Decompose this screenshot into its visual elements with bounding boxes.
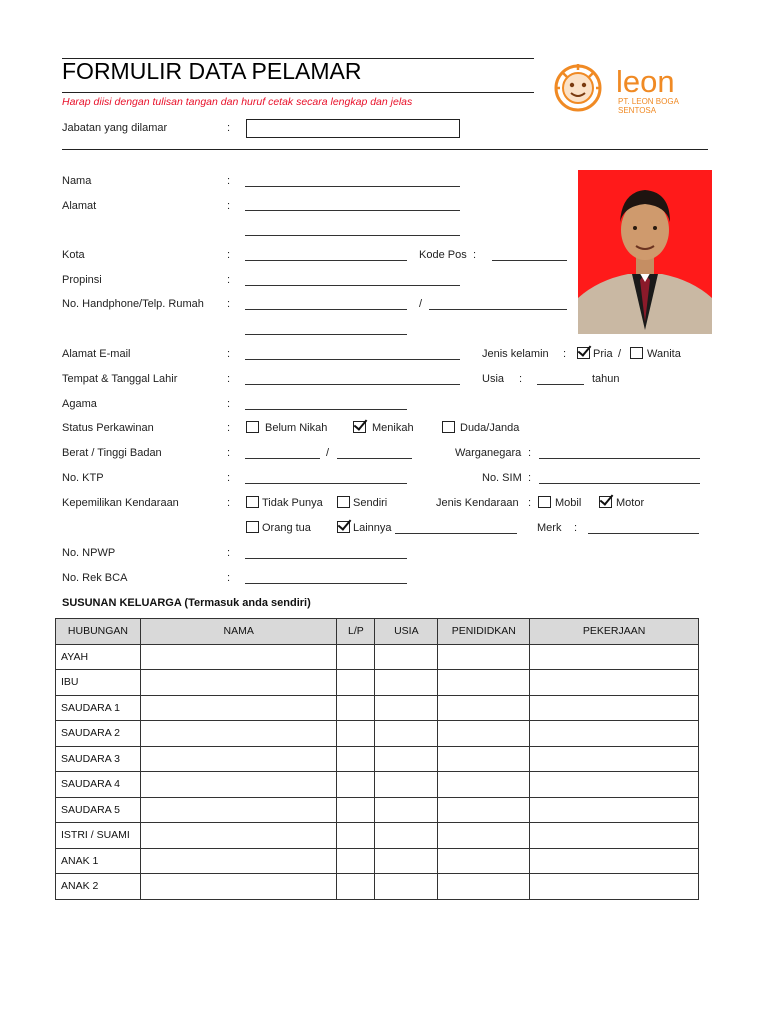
ttl-field[interactable] xyxy=(245,384,460,385)
table-row xyxy=(56,874,699,900)
table-row xyxy=(56,746,699,772)
wanita-checkbox[interactable] xyxy=(630,347,643,359)
rek-bca-field[interactable] xyxy=(245,583,407,584)
form-instructions: Harap diisi dengan tulisan tangan dan huruf cetak secara lengkap dan jelas xyxy=(62,96,413,108)
merk-field[interactable] xyxy=(588,533,699,534)
family-table xyxy=(55,618,699,900)
lainnya-checkbox[interactable] xyxy=(337,521,350,533)
hubungan-cell: SAUDARA 2 xyxy=(56,721,141,747)
kode-pos-label: Kode Pos xyxy=(419,249,467,261)
tidak-punya-checkbox[interactable] xyxy=(246,496,259,508)
table-row xyxy=(56,823,699,849)
usia-cell[interactable] xyxy=(375,721,438,747)
handphone-label: No. Handphone/Telp. Rumah xyxy=(62,298,204,310)
section-rule xyxy=(62,149,708,150)
colon: : xyxy=(574,522,578,534)
table-row xyxy=(56,848,699,874)
nama-field[interactable] xyxy=(245,186,460,187)
nama-cell[interactable] xyxy=(140,695,337,721)
ttl-label: Tempat & Tanggal Lahir xyxy=(62,373,178,385)
logo-company xyxy=(618,97,679,115)
title-rule xyxy=(62,92,534,93)
hubungan-cell: ANAK 1 xyxy=(56,848,141,874)
lp-cell[interactable] xyxy=(337,797,375,823)
pekerjaan-cell[interactable] xyxy=(530,772,699,798)
lp-cell[interactable] xyxy=(337,746,375,772)
orang-tua-checkbox[interactable] xyxy=(246,521,259,533)
usia-cell[interactable] xyxy=(375,772,438,798)
jabatan-input[interactable] xyxy=(246,119,460,138)
colon: : xyxy=(227,398,231,410)
npwp-label: No. NPWP xyxy=(62,547,116,559)
pekerjaan-cell[interactable] xyxy=(530,695,699,721)
nama-cell[interactable] xyxy=(140,721,337,747)
pendidikan-cell[interactable] xyxy=(438,721,530,747)
nama-cell[interactable] xyxy=(140,772,337,798)
family-section-title: SUSUNAN KELUARGA (Termasuk anda sendiri) xyxy=(62,597,311,609)
propinsi-field[interactable] xyxy=(245,285,460,286)
slash: / xyxy=(618,348,622,360)
berat-field[interactable] xyxy=(245,458,320,459)
lp-cell[interactable] xyxy=(337,721,375,747)
nama-cell[interactable] xyxy=(140,670,337,696)
hubungan-cell: SAUDARA 3 xyxy=(56,746,141,772)
hubungan-cell: IBU xyxy=(56,670,141,696)
pekerjaan-cell[interactable] xyxy=(530,721,699,747)
duda-janda-label: Duda/Janda xyxy=(460,422,520,434)
pendidikan-cell[interactable] xyxy=(438,670,530,696)
leon-logo xyxy=(548,62,706,118)
pendidikan-cell[interactable] xyxy=(438,848,530,874)
orang-tua-label: Orang tua xyxy=(262,522,311,534)
slash: / xyxy=(419,298,423,310)
header-pekerjaan: PEKERJAAN xyxy=(530,619,699,645)
telp-rumah-field[interactable] xyxy=(429,309,567,310)
colon: : xyxy=(528,472,532,484)
pria-label: Pria xyxy=(593,348,613,360)
header-hubungan: HUBUNGAN xyxy=(56,619,141,645)
nama-cell[interactable] xyxy=(140,874,337,900)
nama-cell[interactable] xyxy=(140,823,337,849)
kendaraan-label: Kepemilikan Kendaraan xyxy=(62,497,179,509)
sendiri-checkbox[interactable] xyxy=(337,496,350,508)
email-field[interactable] xyxy=(245,359,460,360)
colon: : xyxy=(227,298,231,310)
mobil-label: Mobil xyxy=(555,497,582,509)
pendidikan-cell[interactable] xyxy=(438,746,530,772)
table-row xyxy=(56,721,699,747)
nama-label: Nama xyxy=(62,175,92,187)
header-lp: L/P xyxy=(337,619,375,645)
duda-janda-checkbox[interactable] xyxy=(442,421,455,433)
belum-nikah-label: Belum Nikah xyxy=(265,422,328,434)
pendidikan-cell[interactable] xyxy=(438,695,530,721)
table-row xyxy=(56,772,699,798)
colon: : xyxy=(528,497,532,509)
warganegara-field[interactable] xyxy=(539,458,700,459)
usia-cell[interactable] xyxy=(375,746,438,772)
tidak-punya-label: Tidak Punya xyxy=(262,497,323,509)
usia-cell[interactable] xyxy=(375,848,438,874)
kota-field[interactable] xyxy=(245,260,407,261)
usia-cell[interactable] xyxy=(375,670,438,696)
colon: : xyxy=(227,348,231,360)
form-title: FORMULIR DATA PELAMAR xyxy=(62,58,362,84)
colon: : xyxy=(519,373,523,385)
hubungan-cell: AYAH xyxy=(56,644,141,670)
nama-cell[interactable] xyxy=(140,746,337,772)
lainnya-label: Lainnya xyxy=(353,522,392,534)
lp-cell[interactable] xyxy=(337,874,375,900)
nama-cell[interactable] xyxy=(140,848,337,874)
kode-pos-field[interactable] xyxy=(492,260,567,261)
pekerjaan-cell[interactable] xyxy=(530,670,699,696)
propinsi-label: Propinsi xyxy=(62,274,102,286)
hubungan-cell: SAUDARA 5 xyxy=(56,797,141,823)
colon: : xyxy=(227,447,231,459)
colon: : xyxy=(227,373,231,385)
colon: : xyxy=(227,274,231,286)
hubungan-cell: ANAK 2 xyxy=(56,874,141,900)
colon: : xyxy=(227,200,231,212)
pendidikan-cell[interactable] xyxy=(438,874,530,900)
jabatan-label: Jabatan yang dilamar xyxy=(62,122,168,134)
usia-cell[interactable] xyxy=(375,874,438,900)
colon: : xyxy=(227,497,231,509)
pekerjaan-cell[interactable] xyxy=(530,797,699,823)
colon: : xyxy=(227,122,231,134)
colon: : xyxy=(227,547,231,559)
colon: : xyxy=(227,472,231,484)
colon: : xyxy=(473,249,477,261)
pendidikan-cell[interactable] xyxy=(438,823,530,849)
person-photo-icon xyxy=(578,170,712,334)
berat-tinggi-label: Berat / Tinggi Badan xyxy=(62,447,162,459)
slash: / xyxy=(326,447,330,459)
merk-label: Merk xyxy=(537,522,562,534)
sendiri-label: Sendiri xyxy=(353,497,388,509)
hubungan-cell: SAUDARA 4 xyxy=(56,772,141,798)
colon: : xyxy=(227,175,231,187)
hubungan-cell: ISTRI / SUAMI xyxy=(56,823,141,849)
nama-cell[interactable] xyxy=(140,797,337,823)
status-label: Status Perkawinan xyxy=(62,422,154,434)
ktp-field[interactable] xyxy=(245,483,407,484)
colon: : xyxy=(563,348,567,360)
lp-cell[interactable] xyxy=(337,644,375,670)
sim-label: No. SIM xyxy=(482,472,522,484)
warganegara-label: Warganegara xyxy=(455,447,522,459)
lp-cell[interactable] xyxy=(337,695,375,721)
colon: : xyxy=(528,447,532,459)
rek-bca-label: No. Rek BCA xyxy=(62,572,128,584)
usia-label: Usia xyxy=(482,373,505,385)
pekerjaan-cell[interactable] xyxy=(530,823,699,849)
menikah-label: Menikah xyxy=(372,422,414,434)
table-row xyxy=(56,695,699,721)
jenis-kendaraan-label: Jenis Kendaraan xyxy=(436,497,519,509)
table-row xyxy=(56,797,699,823)
lp-cell[interactable] xyxy=(337,772,375,798)
usia-cell[interactable] xyxy=(375,797,438,823)
alamat-field-line1[interactable] xyxy=(245,210,460,211)
header-pendidikan: PENIDIDKAN xyxy=(438,619,530,645)
handphone-field[interactable] xyxy=(245,309,407,310)
logo-company-line1: PT. LEON BOGA xyxy=(618,97,679,106)
colon: : xyxy=(227,572,231,584)
ktp-label: No. KTP xyxy=(62,472,104,484)
alamat-field-line2[interactable] xyxy=(245,235,460,236)
logo-company-line2: SENTOSA xyxy=(618,106,657,115)
pendidikan-cell[interactable] xyxy=(438,797,530,823)
alamat-label: Alamat xyxy=(62,200,97,212)
handphone-field-line2[interactable] xyxy=(245,334,407,335)
email-label: Alamat E-mail xyxy=(62,348,131,360)
usia-cell[interactable] xyxy=(375,823,438,849)
colon: : xyxy=(227,422,231,434)
lp-cell[interactable] xyxy=(337,670,375,696)
usia-cell[interactable] xyxy=(375,695,438,721)
lp-cell[interactable] xyxy=(337,848,375,874)
pekerjaan-cell[interactable] xyxy=(530,848,699,874)
nama-cell[interactable] xyxy=(140,644,337,670)
pria-checkbox[interactable] xyxy=(577,347,590,359)
pendidikan-cell[interactable] xyxy=(438,644,530,670)
pekerjaan-cell[interactable] xyxy=(530,746,699,772)
jenis-kelamin-label: Jenis kelamin xyxy=(482,348,549,360)
npwp-field[interactable] xyxy=(245,558,407,559)
applicant-photo xyxy=(578,170,712,334)
sim-field[interactable] xyxy=(539,483,700,484)
table-row xyxy=(56,670,699,696)
tahun-label: tahun xyxy=(592,373,620,385)
agama-field[interactable] xyxy=(245,409,407,410)
motor-checkbox[interactable] xyxy=(599,496,612,508)
usia-cell[interactable] xyxy=(375,644,438,670)
tinggi-field[interactable] xyxy=(337,458,412,459)
usia-field[interactable] xyxy=(537,384,584,385)
pekerjaan-cell[interactable] xyxy=(530,874,699,900)
header-usia: USIA xyxy=(375,619,438,645)
hubungan-cell: SAUDARA 1 xyxy=(56,695,141,721)
pekerjaan-cell[interactable] xyxy=(530,644,699,670)
lainnya-field[interactable] xyxy=(395,533,517,534)
mobil-checkbox[interactable] xyxy=(538,496,551,508)
colon: : xyxy=(227,249,231,261)
agama-label: Agama xyxy=(62,398,97,410)
logo-wordmark: leon xyxy=(616,64,675,99)
wanita-label: Wanita xyxy=(647,348,681,360)
lp-cell[interactable] xyxy=(337,823,375,849)
belum-nikah-checkbox[interactable] xyxy=(246,421,259,433)
family-header-row xyxy=(56,619,699,645)
motor-label: Motor xyxy=(616,497,645,509)
header-nama: NAMA xyxy=(140,619,337,645)
pendidikan-cell[interactable] xyxy=(438,772,530,798)
kota-label: Kota xyxy=(62,249,85,261)
table-row xyxy=(56,644,699,670)
menikah-checkbox[interactable] xyxy=(353,421,366,433)
